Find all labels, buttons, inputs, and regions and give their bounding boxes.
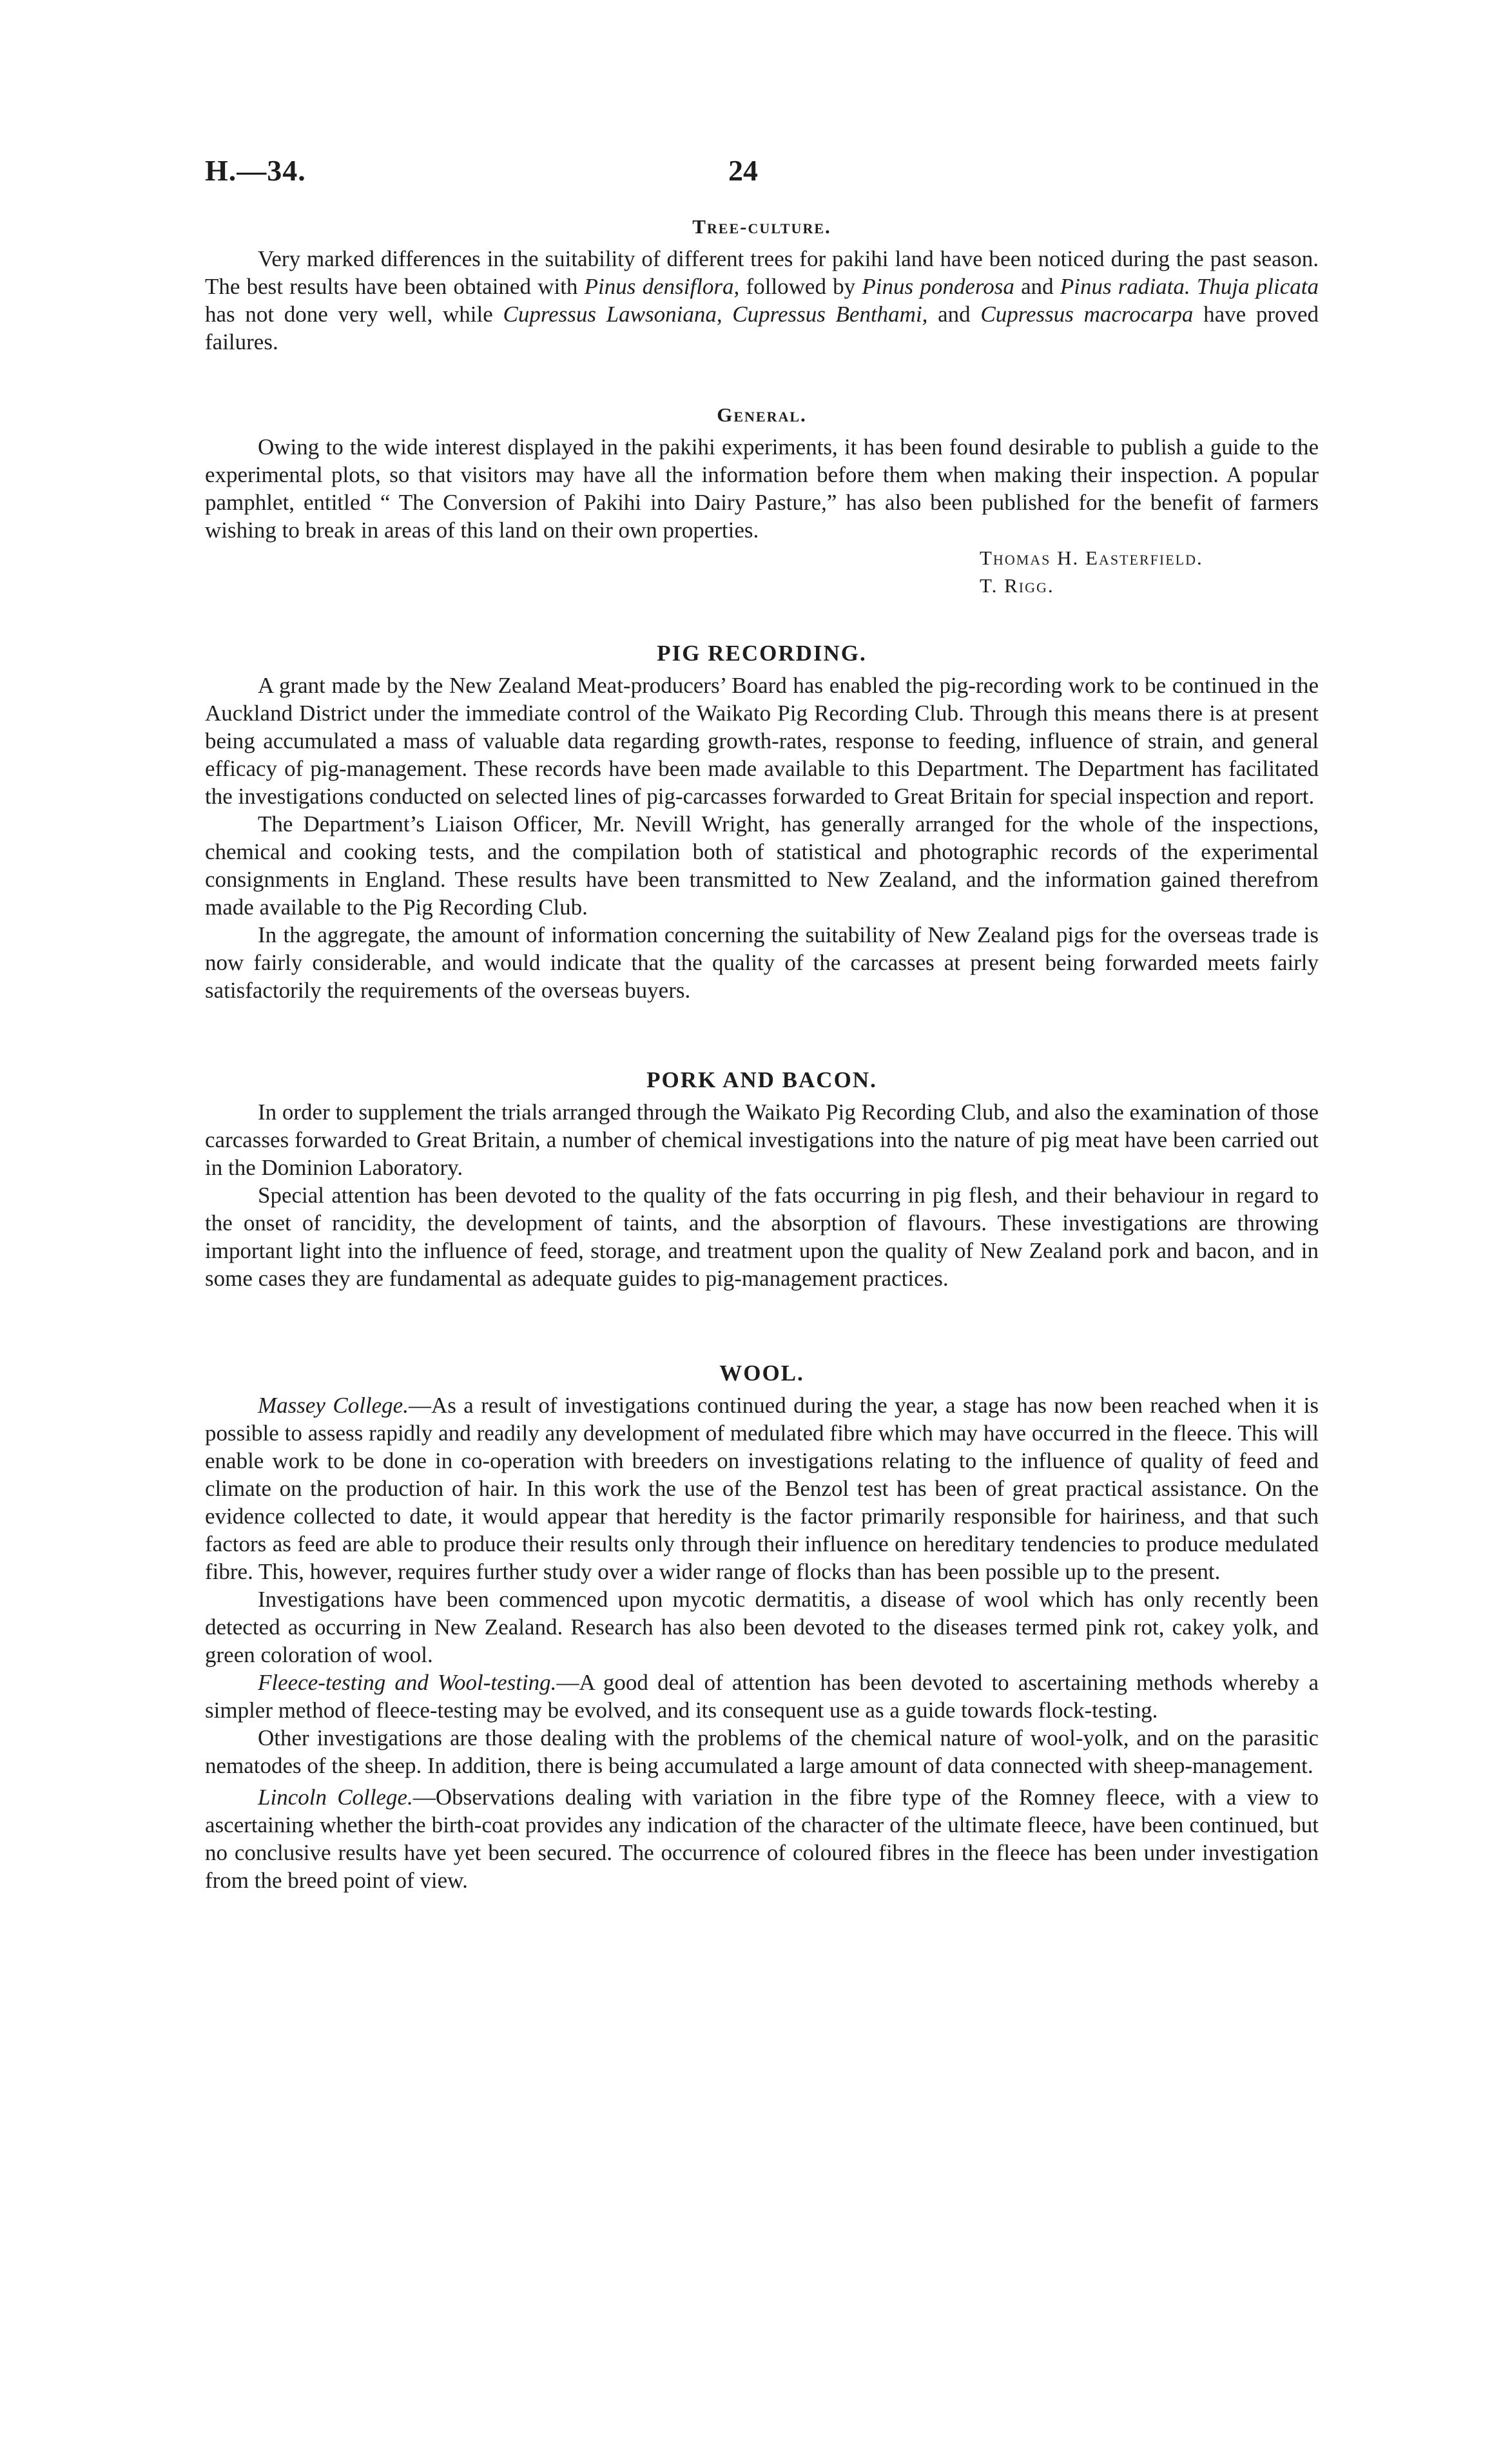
pork-bacon-heading: PORK AND BACON. bbox=[646, 1067, 877, 1092]
text-run: have proved failures. bbox=[205, 302, 1319, 354]
wool-lincoln-paragraph bbox=[205, 1783, 1319, 1894]
wool-massey-paragraph bbox=[205, 1391, 1319, 1585]
page-header bbox=[205, 153, 1332, 205]
species-name: Thuja plicata bbox=[1196, 274, 1319, 299]
pig-recording-paragraph-3: In the aggregate, the amount of information concerning the suitability of New Zealand pigs for the overseas trade is now fairly considerable, and would indicate that the quality of the carcasses at present being forwarded meets fairly satisfactorily the requirements of the overseas buyers. bbox=[205, 922, 1319, 1003]
text-run: has not done very well, while bbox=[205, 302, 503, 327]
pork-bacon-paragraph-2: Special attention has been devoted to the quality of the fats occurring in pig flesh, and their behaviour in regard to the onset of rancidity, the development of taints, and the absorption of flavours. These investigations are throwing important light into the influence of feed, storage, and treatment upon the quality of New Zealand pork and bacon, and in some cases they are fundamental as adequate guides to pig-management practices. bbox=[205, 1183, 1319, 1291]
pig-recording-paragraph-1: A grant made by the New Zealand Meat-producers’ Board has enabled the pig-recording work to be continued in the Auckland District under the immediate control of the Waikato Pig Recording Club. Through this means there is at present being accumulated a mass of valuable data regarding growth-rates, response to feeding, influence of strain, and general efficacy of pig-management. These records have been made available to this Department. The Department has facilitated the investigations conducted on selected lines of pig-carcasses forwarded to Great Britain for special inspection and report. bbox=[205, 673, 1319, 809]
general-section bbox=[205, 401, 1319, 599]
wool-other-investigations-paragraph: Other investigations are those dealing with the problems of the chemical nature of wool-yolk, and on the parasitic nematodes of the sheep. In addition, there is being accumulated a large amount of data connected with sheep-management. bbox=[205, 1725, 1319, 1778]
pig-recording-paragraph-2: The Department’s Liaison Officer, Mr. Nevill Wright, has generally arranged for the whole of the inspections, chemical and cooking tests, and the compilation both of statistical and photographic records of the experimental consignments in England. These results have been transmitted to New Zealand, and the information gained therefrom made available to the Pig Recording Club. bbox=[205, 811, 1319, 920]
tree-culture-section bbox=[205, 213, 1319, 356]
pork-bacon-paragraph-1: In order to supplement the trials arranged through the Waikato Pig Recording Club, and also the examination of those carcasses forwarded to Great Britain, a number of chemical investigations into the nature of pig meat have been carried out in the Dominion Laboratory. bbox=[205, 1100, 1319, 1180]
text-run: and bbox=[927, 302, 981, 327]
pork-bacon-section bbox=[205, 1066, 1319, 1292]
general-heading: General. bbox=[717, 403, 807, 426]
species-name: Cupressus Lawsoniana, Cupressus Benthami, bbox=[503, 302, 928, 327]
signatory-1: Thomas H. Easterfield. bbox=[980, 547, 1203, 569]
text-run: —A good deal of attention has been devoted to ascertaining methods whereby a simpler method of fleece-testing may be evolved, and its consequent use as a guide towards flock-testing. bbox=[205, 1670, 1319, 1723]
lincoln-college-lead: Lincoln College. bbox=[258, 1785, 413, 1810]
species-name: Pinus ponderosa bbox=[862, 274, 1014, 299]
wool-dermatitis-paragraph: Investigations have been commenced upon mycotic dermatitis, a disease of wool which has only recently been detected as occurring in New Zealand. Research has also been devoted to the diseases termed pink rot, cakey yolk, and green coloration of wool. bbox=[205, 1587, 1319, 1667]
text-run: —As a result of investigations continued during the year, a stage has now been reached when it is possible to assess rapidly and readily any development of medulated fibre which may have occurred in the fleece. This will enable work to be done in co-operation with breeders on investigations relating to the influence of quality of feed and climate on the production of hair. In this work the use of the Benzol test has been of great practical assistance. On the evidence collected to date, it would appear that heredity is the factor primarily responsible for hairiness, and that such factors as feed are able to produce their results only through their influence on hereditary tendencies to produce medulated fibre. This, however, requires further study over a wider range of flocks than has been possible up to the present. bbox=[205, 1393, 1319, 1584]
species-name: Pinus radiata. bbox=[1060, 274, 1190, 299]
page-number: 24 bbox=[728, 154, 758, 187]
text-run: followed by bbox=[739, 274, 862, 299]
text-run: —Observations dealing with variation in the fibre type of the Romney fleece, with a view to ascertaining whether the birth-coat provides any indication of the character of the ultimate fleece, have been continued, but no conclusive results have yet been secured. The occurrence of coloured fibres in the fleece has been under investigation from the breed point of view. bbox=[205, 1785, 1319, 1893]
pig-recording-heading: PIG RECORDING. bbox=[657, 641, 867, 666]
fleece-testing-lead: Fleece-testing and Wool-testing. bbox=[258, 1670, 557, 1695]
text-run: and bbox=[1014, 274, 1060, 299]
species-name: Cupressus macrocarpa bbox=[980, 302, 1194, 327]
wool-fleece-testing-paragraph bbox=[205, 1669, 1319, 1724]
document-reference: H.—34. bbox=[205, 154, 306, 187]
tree-culture-paragraph bbox=[205, 245, 1319, 356]
massey-college-lead: Massey College. bbox=[258, 1393, 409, 1418]
text-run: Very marked differences in the suitability of different trees for pakihi land have been noticed during the past season. The best results have been obtained with bbox=[205, 246, 1319, 299]
page-content bbox=[205, 213, 1319, 1894]
pig-recording-section bbox=[205, 639, 1319, 1004]
text-run bbox=[1190, 274, 1197, 299]
signatory-2: T. Rigg. bbox=[980, 574, 1054, 597]
wool-heading: WOOL. bbox=[719, 1361, 804, 1386]
tree-culture-heading: Tree-culture. bbox=[692, 215, 831, 238]
wool-section bbox=[205, 1359, 1319, 1894]
general-paragraph: Owing to the wide interest displayed in the pakihi experiments, it has been found desirable to publish a guide to the experimental plots, so that visitors may have all the information before them when making their inspection. A popular pamphlet, entitled “ The Conversion of Pakihi into Dairy Pasture,” has also been published for the benefit of farmers wishing to break in areas of this land on their own properties. bbox=[205, 434, 1319, 543]
species-name: Pinus densiflora, bbox=[584, 274, 740, 299]
